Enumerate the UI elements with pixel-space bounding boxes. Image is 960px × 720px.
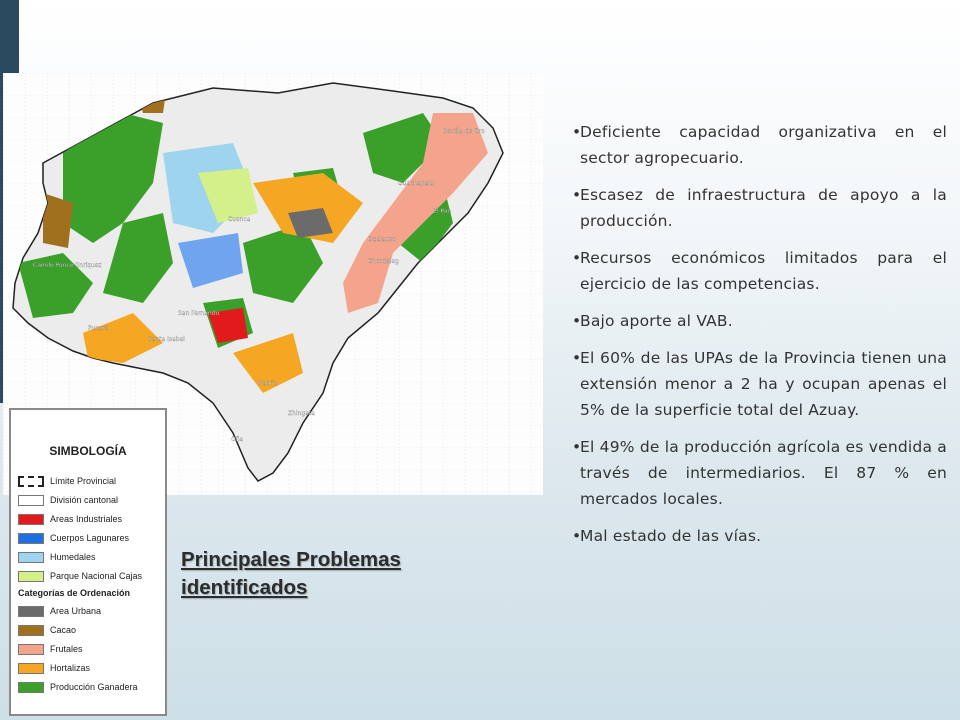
legend-title: SIMBOLOGÍA: [49, 444, 127, 458]
legend-item: [18, 569, 142, 583]
legend-label: Cacao: [50, 625, 77, 635]
map-label: Chordeleg: [368, 258, 399, 265]
legend-label: Areas Industriales: [50, 514, 123, 524]
section-heading: [181, 546, 501, 602]
legend-swatch: [18, 495, 44, 506]
bullet-icon: •: [572, 123, 582, 141]
legend-item: [18, 642, 83, 656]
legend-label: Parque Nacional Cajas: [50, 571, 143, 581]
legend-item: [18, 512, 122, 526]
legend-item: [18, 493, 118, 507]
problem-item: [572, 434, 947, 512]
map-label: Camilo Ponce Enríquez: [33, 262, 102, 269]
map-legend: [9, 408, 167, 716]
bullet-icon: •: [572, 186, 582, 204]
map-label: Santa Isabel: [148, 336, 185, 343]
map-label: Nabón: [258, 380, 278, 387]
legend-swatch: [18, 476, 44, 487]
bullet-icon: •: [572, 312, 582, 330]
legend-swatch: [18, 644, 44, 655]
problem-item: [572, 245, 947, 297]
legend-swatch: [18, 571, 44, 582]
legend-label: Area Urbana: [50, 606, 102, 616]
problem-text: Recursos económicos limitados para el ejercicio de las competencias.: [580, 249, 947, 293]
map-label: Cuenca: [228, 216, 251, 223]
problem-item: [572, 523, 947, 549]
legend-label: Límite Provincial: [50, 476, 117, 486]
legend-label: Humedales: [50, 552, 96, 562]
legend-label: Frutales: [50, 644, 83, 654]
problem-text: El 49% de la producción agrícola es vendida a través de intermediarios. El 87 % en mercados locales.: [580, 438, 947, 508]
heading-line: identificados: [181, 576, 308, 599]
map-label: Zhingata: [288, 410, 315, 417]
map-label: Guachapala: [398, 180, 434, 187]
legend-item: [18, 623, 76, 637]
map-label: Sevilla de Oro: [443, 128, 485, 135]
problem-text: Deficiente capacidad organizativa en el sector agropecuario.: [580, 123, 947, 167]
legend-swatch: [18, 514, 44, 525]
legend-swatch: [18, 625, 44, 636]
problem-text: Mal estado de las vías.: [580, 527, 762, 545]
legend-swatch: [18, 606, 44, 617]
legend-label: Cuerpos Lagunares: [50, 533, 130, 543]
problem-item: [572, 119, 947, 171]
map-label: San Fernando: [178, 310, 220, 317]
legend-item: [18, 474, 116, 488]
legend-swatch: [18, 682, 44, 693]
heading-line: Principales Problemas: [181, 548, 401, 571]
corner-accent-bar: [0, 0, 19, 73]
legend-swatch: [18, 533, 44, 544]
bullet-icon: •: [572, 527, 582, 545]
legend-item: [18, 531, 129, 545]
problems-list: [572, 119, 947, 560]
legend-item: [18, 550, 96, 564]
legend-item: [18, 661, 90, 675]
map-label: Pucará: [88, 325, 109, 332]
bullet-icon: •: [572, 438, 582, 456]
problem-text: Bajo aporte al VAB.: [580, 312, 733, 330]
problem-text: Escasez de infraestructura de apoyo a la producción.: [580, 186, 947, 230]
map-label: Gualaceo: [368, 236, 397, 243]
legend-label: Hortalizas: [50, 663, 91, 673]
map-label: Oña: [231, 436, 244, 443]
problem-item: [572, 182, 947, 234]
map-label: El Pan: [433, 208, 452, 215]
legend-label: Producción Ganadera: [50, 682, 138, 692]
legend-swatch: [18, 663, 44, 674]
legend-item: [18, 680, 138, 694]
bullet-icon: •: [572, 249, 582, 267]
legend-subtitle: Categorías de Ordenación: [18, 588, 131, 598]
bullet-icon: •: [572, 349, 582, 367]
problem-item: [572, 345, 947, 423]
problem-text: El 60% de las UPAs de la Provincia tienen una extensión menor a 2 ha y ocupan apenas el 5% de la superficie total del Azuay.: [580, 349, 947, 419]
legend-item: [18, 604, 101, 618]
legend-label: División cantonal: [50, 495, 119, 505]
legend-swatch: [18, 552, 44, 563]
problem-item: [572, 308, 947, 334]
